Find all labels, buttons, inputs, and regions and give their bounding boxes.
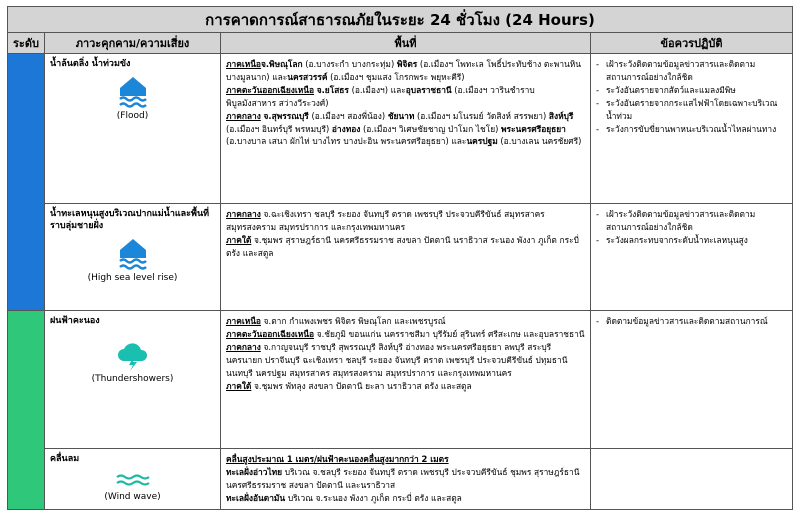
region-name: ภาคตะวันออกเฉียงเหนือ	[226, 84, 315, 95]
hazard-name: น้ำทะเลหนุนสูงบริเวณปากแม่น้ำและพื้นที่ราบลุ่มชายฝั่ง	[50, 209, 210, 231]
region-name: ภาคตะวันออกเฉียงเหนือ	[226, 328, 315, 339]
area-cell	[221, 311, 591, 448]
area-entry	[226, 208, 585, 234]
action-item: - ระวังการขับขี่ยานพาหนะบริเวณน้ำไหลผ่านทาง	[596, 123, 787, 136]
area-entry	[226, 58, 585, 84]
area-entry	[226, 234, 585, 260]
area-entry	[226, 328, 585, 341]
area-text: (อ.เมืองฯ) และ	[348, 84, 406, 95]
area-text: จ.ชุมพร สุราษฎร์ธานี นครศรีธรรมราช สงขลา ปัตตานี นราธิวาส ระนอง พังงา ภูเก็ต กระบี่ ตรัง และสตูล	[226, 234, 579, 258]
hazard-caption: (Wind wave)	[104, 492, 161, 503]
header-hazard: ภาวะคุกคาม/ความเสี่ยง	[45, 33, 221, 53]
province-name: อ่างทอง	[331, 123, 361, 134]
level-indicator-green	[8, 311, 45, 509]
area-entry	[226, 341, 585, 380]
area-text: บริเวณ จ.ชลบุรี ระยอง จันทบุรี ตราด เพชรบุรี ประจวบคีรีขันธ์ ชุมพร สุราษฎร์ธานี นครศรีธรรมราช สงขลา ปัตตานี และนราธิวาส	[226, 467, 580, 491]
hazard-caption: (Thundershowers)	[91, 374, 174, 384]
header-action: ข้อควรปฏิบัติ	[660, 37, 723, 50]
level-indicator-blue	[8, 54, 45, 310]
action-item: - เฝ้าระวังติดตามข้อมูลข่าวสารและติดตามสถานการณ์อย่างใกล้ชิด	[596, 208, 787, 234]
province-name: อุบลราชธานี	[405, 84, 452, 95]
action-item: - ระวังอันตรายจากกระแสไฟฟ้าโดยเฉพาะบริเวณน้ำท่วม	[596, 97, 787, 123]
hazard-cell	[45, 311, 221, 448]
province-name: ชัยนาท	[387, 110, 415, 121]
province-name: นครสวรรค์	[287, 71, 328, 82]
action-item: - ระวังอันตรายจากสัตว์และแมลงมีพิษ	[596, 84, 787, 97]
action-item: - ติดตามข้อมูลข่าวสารและติดตามสถานการณ์	[596, 315, 787, 328]
area-text: (อ.เมืองฯ วารินชำราบ พิบูลมังสาหาร สว่างวีระวงศ์)	[226, 84, 535, 108]
region-name: ภาคใต้	[226, 234, 252, 245]
area-entry	[226, 315, 585, 328]
hazard-cell	[45, 204, 221, 310]
action-cell	[591, 449, 792, 509]
area-entry	[226, 380, 585, 393]
area-cell	[221, 54, 591, 203]
table-header-row	[8, 33, 792, 54]
action-cell	[591, 311, 792, 448]
sea-name: ทะเลฝั่งอันดามัน	[226, 493, 286, 504]
province-name: พระนครศรีอยุธยา	[501, 123, 566, 134]
region-name: ภาคกลาง	[226, 110, 261, 121]
region-name: ภาคเหนือ	[226, 59, 261, 69]
table-row-sea-level	[45, 204, 792, 310]
hazard-cell	[45, 54, 221, 203]
table-row-wind-wave	[45, 449, 792, 509]
hazard-name: น้ำล้นตลิ่ง น้ำท่วมขัง	[50, 59, 131, 69]
table-row-flood	[45, 54, 792, 204]
action-cell	[591, 54, 792, 203]
region-name: ภาคกลาง	[226, 341, 261, 352]
hazard-caption: (High sea level rise)	[87, 273, 178, 283]
province-name: สิงห์บุรี	[548, 110, 574, 121]
hazard-cell	[45, 449, 221, 509]
province-name: จ.ยโสธร	[316, 84, 349, 95]
action-item: - ระวังผลกระทบจากระดับน้ำทะเลหนุนสูง	[596, 234, 787, 247]
province-name: จ.สุพรรณบุรี	[263, 110, 309, 121]
area-text: (อ.บางระกำ บางกระทุ่ม)	[302, 59, 397, 69]
area-text: (อ.เมืองฯ โพทะเล โพธิ์ประทับช้าง ตะพานหิน บางมูลนาก) และ	[226, 59, 581, 82]
hazard-name: ฝนฟ้าคะนอง	[50, 316, 100, 326]
area-cell	[221, 449, 591, 509]
action-cell	[591, 204, 792, 310]
area-text: (อ.เมืองฯ ชุมแสง โกรกพระ พยุหะคีรี)	[327, 71, 465, 82]
area-text: (อ.บางเลน นครชัยศรี)	[497, 136, 582, 147]
thunderstorm-icon	[116, 341, 150, 371]
table-row-thunderstorm	[45, 311, 792, 449]
region-name: ภาคใต้	[226, 380, 252, 391]
header-area: พื้นที่	[221, 33, 591, 53]
level-group-blue	[8, 54, 792, 311]
wind-wave-icon	[116, 473, 150, 489]
action-item: - เฝ้าระวังติดตามข้อมูลข่าวสารและติดตามสถานการณ์อย่างใกล้ชิด	[596, 58, 787, 84]
high-sea-level-icon	[118, 238, 148, 270]
hazard-caption: (Flood)	[116, 111, 149, 121]
area-text: (อ.เมืองฯ วิเศษชัยชาญ ป่าโมก ไชโย)	[360, 123, 502, 134]
level-group-green	[8, 311, 792, 509]
header-level: ระดับ	[8, 33, 45, 53]
forecast-table	[7, 6, 793, 510]
flood-icon	[118, 76, 148, 108]
area-entry	[226, 84, 585, 110]
province-name: นครปฐม	[466, 136, 498, 147]
area-text: จ.ชัยภูมิ ขอนแก่น นครราชสีมา บุรีรัมย์ สุรินทร์ ศรีสะเกษ และอุบลราชธานี	[314, 328, 585, 339]
sea-name: ทะเลฝั่งอ่าวไทย	[226, 467, 283, 478]
region-name: ภาคเหนือ	[226, 316, 261, 326]
area-text: จ.ตาก กำแพงเพชร พิจิตร พิษณุโลก และเพชรบูรณ์	[260, 316, 446, 326]
area-entry	[226, 466, 585, 492]
region-name: ภาคกลาง	[226, 209, 261, 219]
area-text: จ.ชุมพร พัทลุง สงขลา ปัตตานี ยะลา นราธิวาส ตรัง และสตูล	[251, 380, 472, 391]
table-title: การคาดการณ์สาธารณภัยในระยะ 24 ชั่วโมง (24 Hours)	[8, 7, 792, 33]
wave-heading: คลื่นสูงประมาณ 1 เมตร/ฝนฟ้าคะนองคลื่นสูงมากกว่า 2 เมตร	[226, 454, 449, 465]
area-text: (อ.เมืองฯ สองพี่น้อง)	[308, 110, 388, 121]
area-cell	[221, 204, 591, 310]
area-text: จ.กาญจนบุรี ราชบุรี สุพรรณบุรี สิงห์บุรี อ่างทอง พระนครศรีอยุธยา ลพบุรี สระบุรี นครนายก ปราจีนบุรี ฉะเชิงเทรา ชลบุรี ระยอง จันทบุรี ตราด เพชรบุรี ประจวบคีรีขันธ์ ปทุมธานี นนทบุรี นครปฐม สมุทรสาคร สมุทรสงคราม สมุทรปราการ และกรุงเทพมหานคร	[226, 341, 568, 378]
province-name: จ.พิษณุโลก	[260, 59, 303, 69]
area-entry	[226, 110, 585, 149]
area-text: (อ.บางบาล เสนา ผักไห่ บางไทร บางปะอิน พระนครศรีอยุธยา) และ	[226, 136, 467, 147]
province-name: พิจิตร	[396, 59, 418, 69]
hazard-name: คลื่นลม	[50, 454, 80, 465]
area-text: (อ.เมืองฯ มโนรมย์ วัดสิงห์ สรรพยา)	[414, 110, 549, 121]
area-text: บริเวณ จ.ระนอง พังงา ภูเก็ต กระบี่ ตรัง และสตูล	[285, 493, 462, 504]
area-text: จ.ฉะเชิงเทรา ชลบุรี ระยอง จันทบุรี ตราด เพชรบุรี ประจวบคีรีขันธ์ สมุทรสาคร สมุทรสงคราม สมุทรปราการ และกรุงเทพมหานคร	[226, 209, 545, 232]
area-text: (อ.เมืองฯ อินทร์บุรี พรหมบุรี)	[226, 123, 332, 134]
area-entry	[226, 492, 585, 505]
